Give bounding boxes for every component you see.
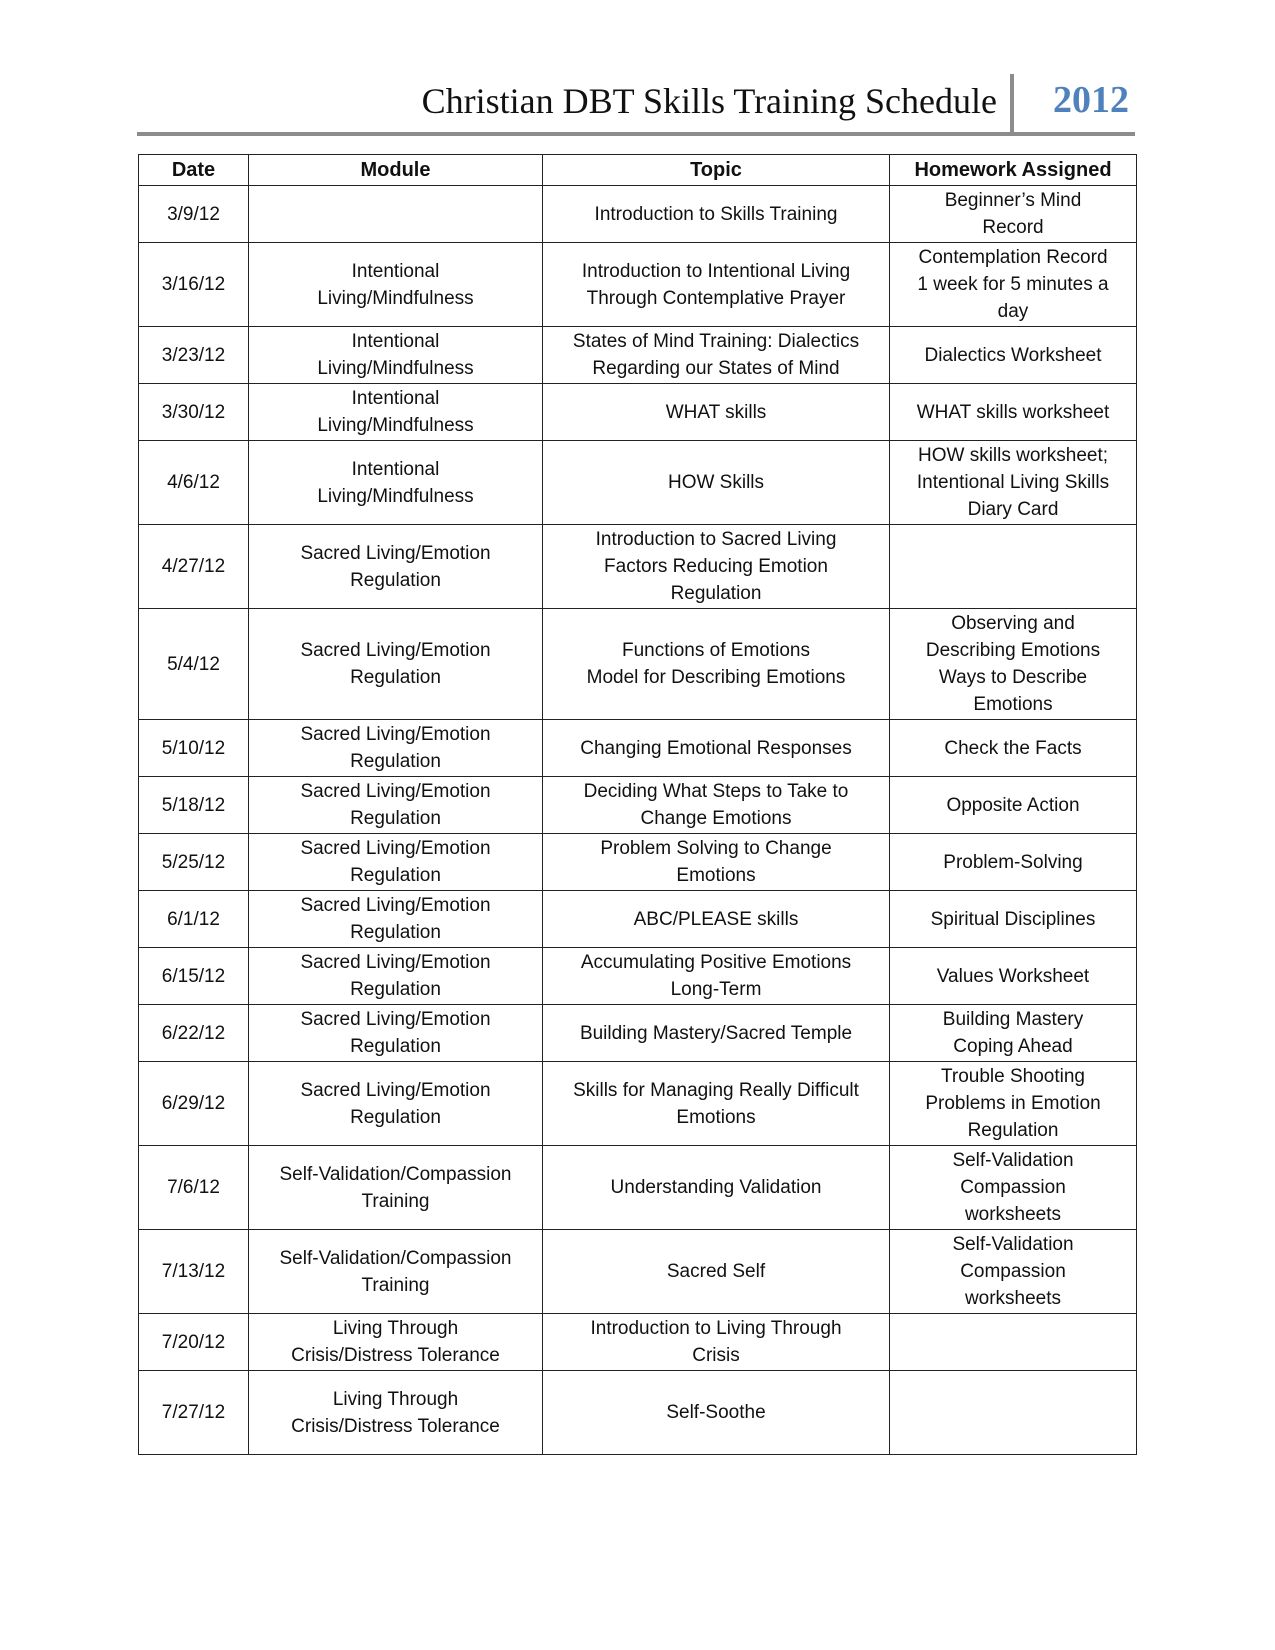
- table-row: [139, 948, 1137, 1005]
- schedule-table: [138, 154, 1137, 1455]
- homework-cell: Contemplation Record 1 week for 5 minutes a day: [890, 243, 1137, 327]
- module-cell: Sacred Living/Emotion Regulation: [249, 891, 543, 948]
- homework-cell: Spiritual Disciplines: [890, 891, 1137, 948]
- homework-cell: Values Worksheet: [890, 948, 1137, 1005]
- table-row: [139, 243, 1137, 327]
- table-row: [139, 186, 1137, 243]
- homework-cell: Check the Facts: [890, 720, 1137, 777]
- date-cell: 7/6/12: [139, 1146, 249, 1230]
- topic-cell: Self-Soothe: [543, 1371, 890, 1455]
- topic-cell: Accumulating Positive Emotions Long-Term: [543, 948, 890, 1005]
- table-row: [139, 777, 1137, 834]
- date-cell: 7/27/12: [139, 1371, 249, 1455]
- table-row: [139, 1314, 1137, 1371]
- module-cell: Sacred Living/Emotion Regulation: [249, 1005, 543, 1062]
- date-cell: 3/30/12: [139, 384, 249, 441]
- topic-cell: Sacred Self: [543, 1230, 890, 1314]
- module-cell: Intentional Living/Mindfulness: [249, 243, 543, 327]
- table-row: [139, 441, 1137, 525]
- page-header: [137, 70, 1135, 136]
- date-cell: 3/23/12: [139, 327, 249, 384]
- column-header-homework: Homework Assigned: [890, 155, 1137, 186]
- module-cell: Intentional Living/Mindfulness: [249, 384, 543, 441]
- table-row: [139, 609, 1137, 720]
- homework-cell: [890, 1371, 1137, 1455]
- module-cell: Intentional Living/Mindfulness: [249, 327, 543, 384]
- date-cell: 5/4/12: [139, 609, 249, 720]
- topic-cell: ABC/PLEASE skills: [543, 891, 890, 948]
- topic-cell: Introduction to Living Through Crisis: [543, 1314, 890, 1371]
- topic-cell: WHAT skills: [543, 384, 890, 441]
- date-cell: 6/1/12: [139, 891, 249, 948]
- column-header-topic: Topic: [543, 155, 890, 186]
- module-cell: Living Through Crisis/Distress Tolerance: [249, 1371, 543, 1455]
- homework-cell: Self-Validation Compassion worksheets: [890, 1146, 1137, 1230]
- topic-cell: Deciding What Steps to Take to Change Emotions: [543, 777, 890, 834]
- homework-cell: Self-Validation Compassion worksheets: [890, 1230, 1137, 1314]
- module-cell: Sacred Living/Emotion Regulation: [249, 609, 543, 720]
- page-title: Christian DBT Skills Training Schedule: [421, 81, 997, 121]
- date-cell: 7/13/12: [139, 1230, 249, 1314]
- topic-cell: Building Mastery/Sacred Temple: [543, 1005, 890, 1062]
- table-row: [139, 1371, 1137, 1455]
- homework-cell: HOW skills worksheet; Intentional Living Skills Diary Card: [890, 441, 1137, 525]
- topic-cell: Introduction to Skills Training: [543, 186, 890, 243]
- topic-cell: Introduction to Sacred Living Factors Reducing Emotion Regulation: [543, 525, 890, 609]
- topic-cell: Understanding Validation: [543, 1146, 890, 1230]
- date-cell: 6/29/12: [139, 1062, 249, 1146]
- homework-cell: Observing and Describing Emotions Ways to Describe Emotions: [890, 609, 1137, 720]
- homework-cell: Problem-Solving: [890, 834, 1137, 891]
- table-row: [139, 834, 1137, 891]
- module-cell: Sacred Living/Emotion Regulation: [249, 948, 543, 1005]
- column-header-module: Module: [249, 155, 543, 186]
- topic-cell: States of Mind Training: Dialectics Regarding our States of Mind: [543, 327, 890, 384]
- table-row: [139, 525, 1137, 609]
- homework-cell: Dialectics Worksheet: [890, 327, 1137, 384]
- topic-cell: Introduction to Intentional Living Through Contemplative Prayer: [543, 243, 890, 327]
- homework-cell: Building Mastery Coping Ahead: [890, 1005, 1137, 1062]
- title-divider: [1010, 74, 1014, 136]
- homework-cell: [890, 1314, 1137, 1371]
- date-cell: 4/27/12: [139, 525, 249, 609]
- topic-cell: HOW Skills: [543, 441, 890, 525]
- topic-cell: Functions of Emotions Model for Describing Emotions: [543, 609, 890, 720]
- homework-cell: Beginner’s Mind Record: [890, 186, 1137, 243]
- date-cell: 6/22/12: [139, 1005, 249, 1062]
- topic-cell: Skills for Managing Really Difficult Emotions: [543, 1062, 890, 1146]
- module-cell: [249, 186, 543, 243]
- module-cell: Intentional Living/Mindfulness: [249, 441, 543, 525]
- module-cell: Self-Validation/Compassion Training: [249, 1146, 543, 1230]
- date-cell: 4/6/12: [139, 441, 249, 525]
- module-cell: Living Through Crisis/Distress Tolerance: [249, 1314, 543, 1371]
- table-row: [139, 1230, 1137, 1314]
- topic-cell: Problem Solving to Change Emotions: [543, 834, 890, 891]
- topic-cell: Changing Emotional Responses: [543, 720, 890, 777]
- module-cell: Sacred Living/Emotion Regulation: [249, 777, 543, 834]
- column-header-date: Date: [139, 155, 249, 186]
- date-cell: 6/15/12: [139, 948, 249, 1005]
- date-cell: 5/18/12: [139, 777, 249, 834]
- table-row: [139, 720, 1137, 777]
- homework-cell: Opposite Action: [890, 777, 1137, 834]
- table-row: [139, 891, 1137, 948]
- module-cell: Sacred Living/Emotion Regulation: [249, 834, 543, 891]
- homework-cell: [890, 525, 1137, 609]
- date-cell: 7/20/12: [139, 1314, 249, 1371]
- table-row: [139, 327, 1137, 384]
- page-year: 2012: [1053, 79, 1129, 121]
- module-cell: Sacred Living/Emotion Regulation: [249, 720, 543, 777]
- table-row: [139, 1146, 1137, 1230]
- module-cell: Self-Validation/Compassion Training: [249, 1230, 543, 1314]
- table-row: [139, 1005, 1137, 1062]
- homework-cell: Trouble Shooting Problems in Emotion Regulation: [890, 1062, 1137, 1146]
- module-cell: Sacred Living/Emotion Regulation: [249, 1062, 543, 1146]
- date-cell: 3/16/12: [139, 243, 249, 327]
- table-row: [139, 1062, 1137, 1146]
- date-cell: 5/10/12: [139, 720, 249, 777]
- table-row: [139, 384, 1137, 441]
- table-header-row: [139, 155, 1137, 186]
- date-cell: 5/25/12: [139, 834, 249, 891]
- homework-cell: WHAT skills worksheet: [890, 384, 1137, 441]
- date-cell: 3/9/12: [139, 186, 249, 243]
- module-cell: Sacred Living/Emotion Regulation: [249, 525, 543, 609]
